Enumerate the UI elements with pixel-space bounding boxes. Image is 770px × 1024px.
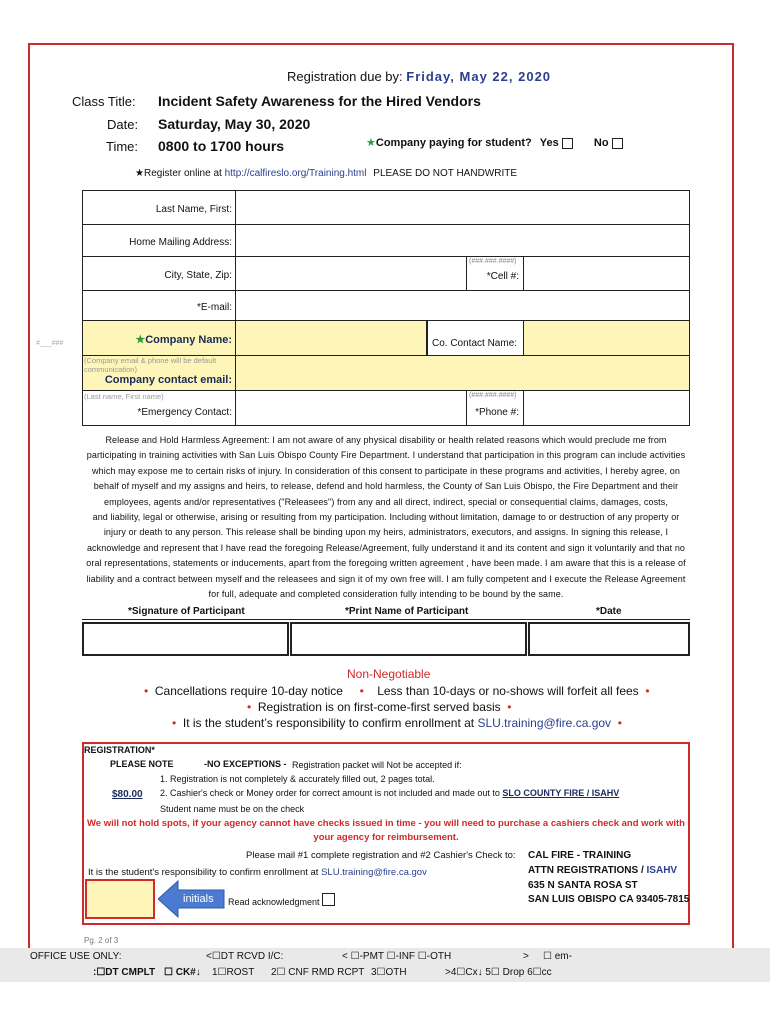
cell-divider: [466, 256, 467, 290]
office-dt-cmplt: :☐DT CMPLT: [93, 967, 156, 978]
phone-label: *Phone #:: [475, 407, 519, 418]
no-label: No: [593, 137, 609, 149]
due-line: [287, 69, 551, 84]
register-link[interactable]: http://calfireslo.org/Training.html: [224, 168, 367, 179]
phone-divider: [466, 390, 467, 426]
company-name-label: ★Company Name:: [135, 334, 232, 346]
release-line: which may expose me to certain risks of injury. In consideration of this consent to participate in these programs and activities, I hereby agree, on: [92, 465, 680, 476]
time-value: 0800 to 1700 hours: [158, 138, 285, 154]
office-cx-drop: >4☐Cx↓ 5☐ Drop 6☐cc: [445, 967, 552, 978]
release-agreement: [86, 433, 686, 602]
requirement-1: 1. Registration is not completely & accurately filled out, 2 pages total.: [160, 774, 435, 784]
time-label: Time:: [106, 139, 139, 154]
no-handwrite-note: PLEASE DO NOT HANDWRITE: [373, 168, 518, 179]
confirm-line: It is the student's responsibility to confirm enrollment at SLU.training@fire.ca.gov: [88, 867, 427, 878]
register-prefix: Register online at: [143, 168, 222, 179]
company-paying-row: [366, 136, 623, 149]
margin-mark: #___###: [36, 340, 64, 347]
office-rost: 1☐ROST: [212, 967, 255, 978]
release-line: participating in training activities with San Luis Obispo County Fire Department. I understand that participation in this program can include activities: [86, 450, 686, 461]
release-line: liability and a contract between myself and the releasees and sign it of my own free will. I am fully competent and I execute the Release Agreement: [86, 573, 686, 584]
no-checkbox[interactable]: [612, 138, 623, 149]
cancellation-text: Cancellations require 10-day notice: [154, 684, 343, 698]
fee-amount: $80.00: [112, 789, 143, 800]
company-paying-label: Company paying for student?: [375, 137, 532, 149]
home-address-field[interactable]: [236, 225, 689, 256]
please-note: PLEASE NOTE: [110, 759, 174, 769]
release-line: acknowledge and represent that I have read the foregoing Release/Agreement, fully understand it and its content and sign it voluntarily and that no: [86, 542, 686, 553]
address-line-1: CAL FIRE - TRAINING: [528, 850, 632, 861]
star-icon: ★: [135, 168, 144, 179]
training-email-link[interactable]: SLU.training@fire.ca.gov: [477, 716, 612, 730]
date-label: Date:: [107, 117, 139, 132]
office-pmt: < ☐-PMT ☐-INF ☐-OTH: [342, 951, 452, 962]
warning-line-2: your agency for reimbursement.: [313, 832, 459, 843]
cell-label: *Cell #:: [486, 271, 519, 282]
yes-label: Yes: [539, 137, 559, 149]
register-line: [135, 168, 517, 179]
signature-box[interactable]: [82, 622, 289, 656]
initials-box[interactable]: [85, 879, 155, 919]
initials-label: initials: [183, 893, 214, 905]
student-name-note: Student name must be on the check: [160, 804, 305, 814]
city-state-zip-field[interactable]: [236, 257, 466, 290]
release-line: injury or death to any person. This release shall be binding upon my heirs, administrators, executors, and assigns. In signing this release, I: [103, 527, 669, 538]
office-use-label: OFFICE USE ONLY:: [30, 951, 122, 962]
office-cnf: 2☐ CNF RMD RCPT: [271, 967, 365, 978]
policy-line-1: • Cancellations require 10-day notice • Less than 10-days or no-shows will forfeit all fees •: [144, 684, 650, 698]
class-title: Incident Safety Awareness for the Hired Vendors: [158, 93, 481, 109]
address-line-3: 635 N SANTA ROSA ST: [528, 880, 638, 891]
last-first-field[interactable]: [236, 191, 689, 224]
non-negotiable-title: Non-Negotiable: [347, 667, 431, 681]
office-em: ☐ em-: [543, 951, 572, 962]
release-line: and liability, legal or otherwise, arising or resulting from my participation. Including without limitation, damage to or destruction of any property or: [92, 512, 680, 523]
date-header: *Date: [596, 606, 622, 617]
date-value: Saturday, May 30, 2020: [158, 116, 311, 132]
release-line: oral representations, statements or inducements, apart from the foregoing written agreement , have been made. I am aware that this is a release of: [86, 558, 686, 569]
company-email-field[interactable]: [236, 356, 689, 390]
policy-line-2: • Registration is on first-come-first served basis •: [247, 700, 512, 714]
mail-instructions: Please mail #1 complete registration and #2 Cashier's Check to:: [246, 850, 516, 861]
release-line: Release and Hold Harmless Agreement: I am not aware of any physical disability or health related reasons which would preclude me from: [105, 435, 667, 445]
address-line-4: SAN LUIS OBISPO CA 93405-7815: [528, 894, 690, 905]
company-email-label: Company contact email:: [104, 374, 232, 386]
address-line-2: ATTN REGISTRATIONS / ISAHV: [528, 865, 678, 876]
release-line: employees, agents and/or representatives ("Releasees") from any and all direct, indirect, special or consequential claims, damages, costs,: [104, 496, 668, 507]
office-ck: ☐ CK#↓: [164, 967, 201, 978]
star-icon: ★: [366, 137, 376, 149]
lastname-hint: (Last name, First name): [84, 392, 164, 401]
email-label: *E-mail:: [196, 302, 232, 313]
forfeit-text: Less than 10-days or no-shows will forfeit all fees: [377, 684, 639, 698]
phone-field[interactable]: [524, 391, 689, 426]
cell-field[interactable]: [524, 257, 689, 290]
phone-hint: (###.###.####): [469, 392, 517, 399]
payee: SLO COUNTY FIRE / ISAHV: [502, 788, 620, 798]
date-box[interactable]: [528, 622, 690, 656]
emergency-field[interactable]: [236, 391, 466, 426]
co-contact-divider: [427, 320, 428, 355]
city-state-zip-label: City, State, Zip:: [164, 270, 232, 281]
signature-line: [82, 619, 690, 620]
email-field[interactable]: [236, 291, 689, 320]
print-name-header: *Print Name of Participant: [345, 606, 469, 617]
company-note: (Company email & phone will be default communication): [84, 356, 217, 374]
class-title-label: Class Title:: [72, 94, 136, 109]
requirement-2: 2. Cashier's check or Money order for correct amount is not included and made out to SLO COUNTY FIRE / ISAHV: [160, 788, 620, 798]
registration-heading: REGISTRATION*: [84, 745, 155, 755]
due-date: Friday, May 22, 2020: [406, 69, 552, 84]
company-name-field[interactable]: [236, 321, 427, 355]
no-exceptions: -NO EXCEPTIONS -: [204, 759, 287, 769]
page-number: Pg. 2 of 3: [84, 936, 119, 945]
due-label: Registration due by:: [287, 69, 403, 84]
read-ack-checkbox[interactable]: [322, 893, 335, 906]
release-line: behalf of myself and my assigns and heirs, to release, defend and hold harmless, the County of San Luis Obispo, the Fire Department and their: [93, 481, 679, 492]
yes-checkbox[interactable]: [562, 138, 573, 149]
confirm-email-link[interactable]: SLU.training@fire.ca.gov: [321, 867, 427, 878]
co-contact-label: Co. Contact Name:: [432, 338, 518, 349]
office-arrow: >: [523, 951, 529, 962]
confirm-text: It is the student’s responsibility to confirm enrollment at: [182, 716, 475, 730]
last-first-label: Last Name, First:: [155, 204, 232, 215]
print-name-box[interactable]: [290, 622, 527, 656]
co-contact-field[interactable]: [524, 321, 689, 355]
release-line: for full, adequate and completed consideration fully intending to be bound by the same.: [208, 589, 564, 600]
policy-line-3: • It is the student’s responsibility to confirm enrollment at SLU.training@fire.ca.gov •: [172, 716, 622, 730]
warning-line-1: We will not hold spots, if your agency cannot have checks issued in time - you will need to purchase a cashiers check and work with: [87, 818, 685, 829]
emergency-label: *Emergency Contact:: [137, 407, 232, 418]
cell-hint: (###.###.####): [469, 258, 517, 265]
home-address-label: Home Mailing Address:: [129, 237, 232, 248]
signature-header: *Signature of Participant: [128, 606, 245, 617]
first-come-text: Registration is on first-come-first served basis: [257, 700, 501, 714]
not-accepted: Registration packet will Not be accepted if:: [292, 760, 462, 770]
office-dt-rcvd: <☐DT RCVD I/C:: [206, 951, 284, 962]
star-icon: ★: [135, 334, 146, 346]
office-oth: 3☐OTH: [371, 967, 407, 978]
read-ack-label: Read acknowledgment: [228, 897, 320, 907]
